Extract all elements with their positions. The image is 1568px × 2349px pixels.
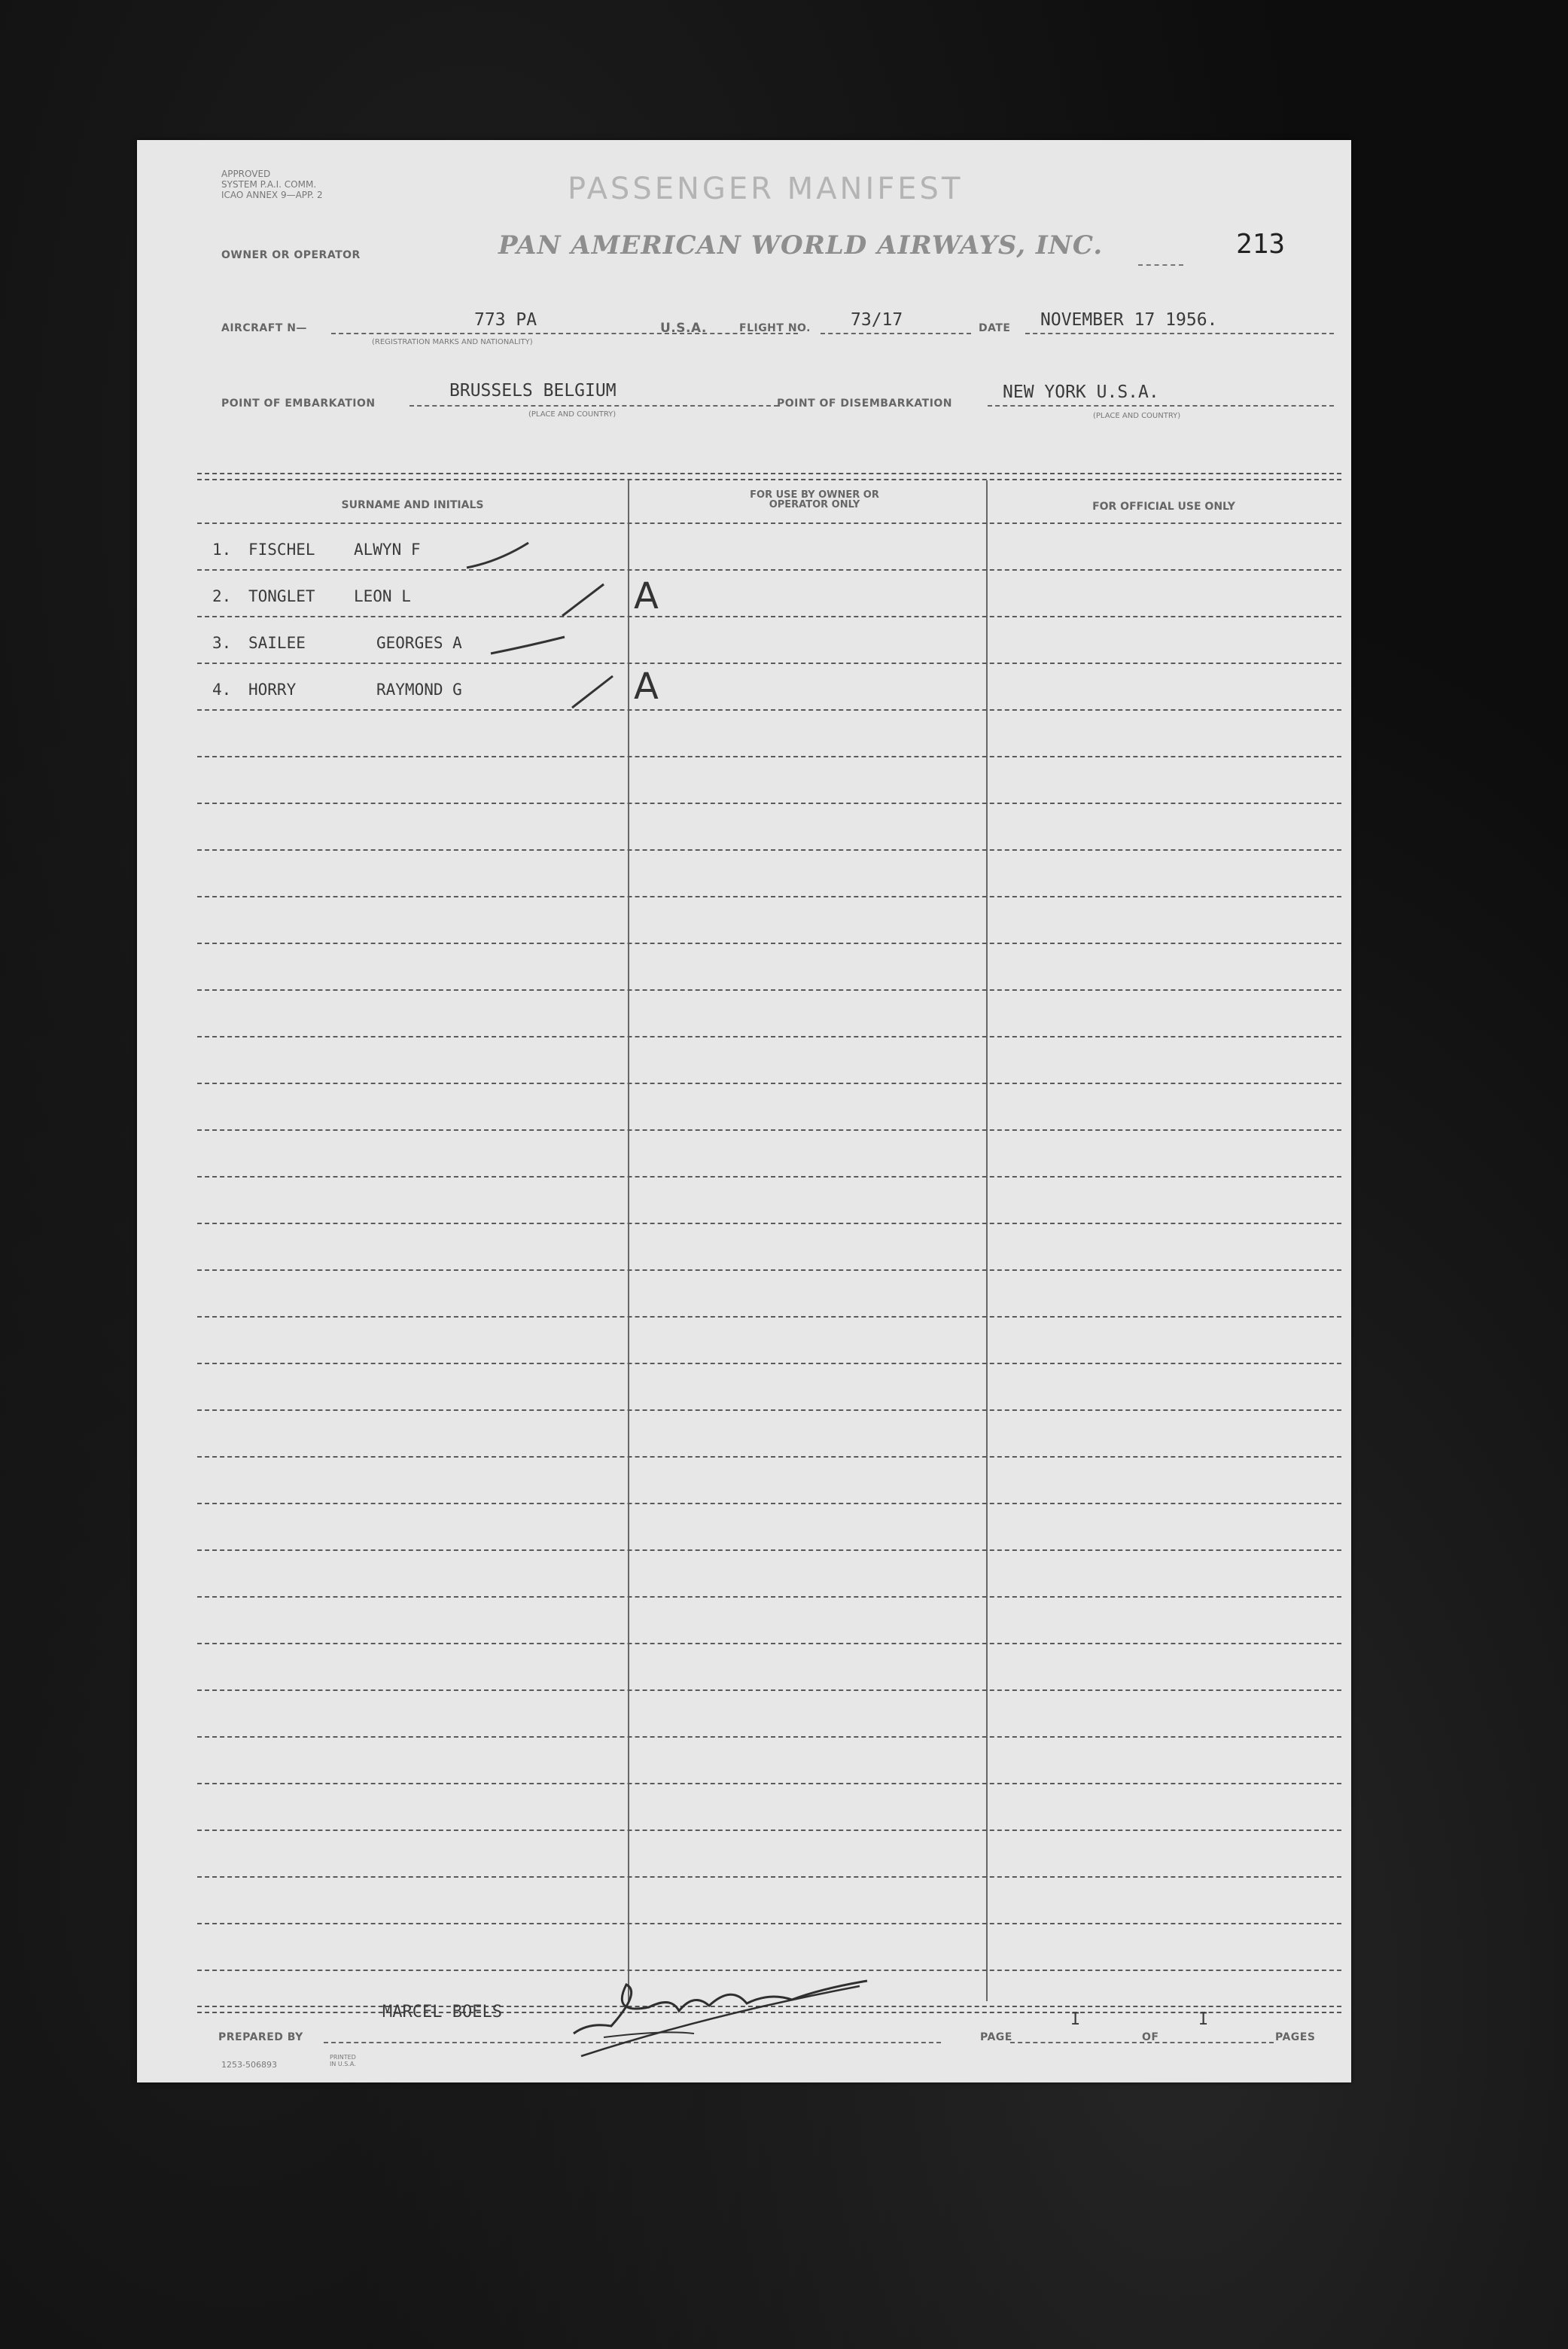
aircraft-value: 773 PA: [474, 310, 537, 330]
row-1-surname: FISCHEL: [248, 541, 315, 559]
flight-value: 73/17: [851, 310, 903, 330]
col-header-owner: FOR USE BY OWNER OR OPERATOR ONLY: [750, 489, 879, 510]
registration-note: (REGISTRATION MARKS AND NATIONALITY): [372, 338, 533, 346]
row-4-number: 4.: [212, 681, 232, 699]
aircraft-label: AIRCRAFT N—: [221, 322, 307, 334]
prepared-label: PREPARED BY: [218, 2031, 303, 2043]
pages-label: PAGES: [1275, 2031, 1316, 2043]
check-mark-1: [467, 543, 528, 568]
form-number: 1253-506893: [221, 2060, 277, 2070]
row-4-surname: HORRY: [248, 681, 297, 699]
date-value: NOVEMBER 17 1956.: [1040, 310, 1218, 330]
page-stamp: 213: [1236, 229, 1286, 260]
col-header-official: FOR OFFICIAL USE ONLY: [1092, 501, 1235, 513]
owner-label: OWNER OR OPERATOR: [221, 249, 361, 261]
operator-name: PAN AMERICAN WORLD AIRWAYS, INC.: [498, 230, 1104, 260]
approval-line-2: SYSTEM P.A.I. COMM.: [221, 179, 317, 190]
form-title: PASSENGER MANIFEST: [568, 172, 964, 206]
manifest-form: [137, 140, 1351, 2082]
row-1-initials: ALWYN F: [354, 541, 421, 559]
check-mark-4: [572, 676, 613, 708]
row-2-mark: A: [634, 575, 659, 617]
disembark-label: POINT OF DISEMBARKATION: [777, 398, 953, 410]
embark-label: POINT OF EMBARKATION: [221, 398, 376, 410]
page-number: I: [1070, 2010, 1081, 2029]
date-label: DATE: [979, 322, 1011, 334]
row-1-number: 1.: [212, 541, 232, 559]
flight-label: FLIGHT NO.: [739, 322, 811, 334]
check-marks: [137, 140, 1351, 2082]
approval-line-3: ICAO ANNEX 9—APP. 2: [221, 190, 323, 200]
page-line: [1010, 2042, 1274, 2043]
of-label: OF: [1142, 2031, 1159, 2043]
disembark-value: NEW YORK U.S.A.: [1003, 382, 1159, 402]
embark-note: (PLACE AND COUNTRY): [528, 410, 617, 419]
page-label: PAGE: [980, 2031, 1012, 2043]
embark-value: BRUSSELS BELGIUM: [449, 381, 617, 401]
row-3-number: 3.: [212, 634, 232, 652]
col-header-surname: SURNAME AND INITIALS: [341, 499, 484, 511]
signature: [559, 1970, 920, 2067]
check-mark-3: [491, 637, 565, 654]
row-2-initials: LEON L: [354, 587, 411, 605]
check-mark-2: [562, 584, 604, 616]
row-2-number: 2.: [212, 587, 232, 605]
approval-line-1: APPROVED: [221, 169, 271, 179]
row-2-surname: TONGLET: [248, 587, 315, 605]
disembark-note: (PLACE AND COUNTRY): [1093, 412, 1181, 420]
row-4-mark: A: [634, 666, 659, 708]
prepared-by: MARCEL BOELS: [382, 2003, 502, 2021]
total-pages: I: [1198, 2010, 1209, 2029]
row-3-surname: SAILEE: [248, 634, 306, 652]
printer-mark: PRINTED IN U.S.A.: [330, 2054, 356, 2067]
country-label: U.S.A.: [660, 321, 707, 336]
row-4-initials: RAYMOND G: [376, 681, 462, 699]
row-3-initials: GEORGES A: [376, 634, 462, 652]
